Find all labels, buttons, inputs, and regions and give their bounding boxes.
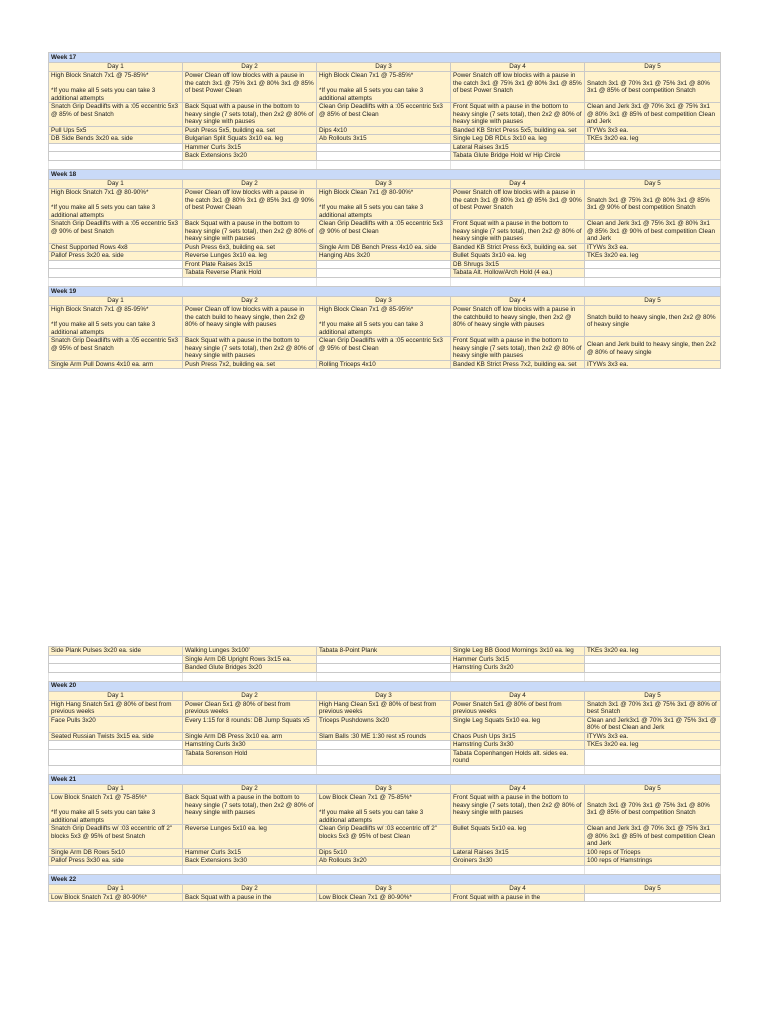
table-cell: Tabata 8-Point Plank: [317, 647, 451, 656]
table-cell: Clean Grip Deadlifts with a :05 eccentric 5x3 @ 95% of best Clean: [317, 337, 451, 361]
spacer-cell: [585, 278, 721, 287]
week-label: Week 17: [49, 53, 721, 63]
table-cell: Seated Russian Twists 3x15 ea. side: [49, 732, 183, 741]
table-cell: Triceps Pushdowns 3x20: [317, 716, 451, 732]
spacer-cell: [317, 278, 451, 287]
table-cell: [317, 269, 451, 278]
table-cell: Power Clean off low blocks with a pause in the catch build to heavy single, then 2x2 @ 80% of heavy single with pauses: [183, 306, 317, 337]
table-cell: TKEs 3x20 ea. leg: [585, 741, 721, 750]
day-header: Day 2: [183, 63, 317, 72]
day-header: Day 4: [451, 180, 585, 189]
table-cell: Face Pulls 3x20: [49, 716, 183, 732]
table-row: [49, 72, 721, 103]
table-cell: Power Clean off low blocks with a pause in the catch 3x1 @ 80% 3x1 @ 85% 3x1 @ 90% of best Power Clean: [183, 189, 317, 220]
table-cell: Clean and Jerk3x1 @ 70% 3x1 @ 75% 3x1 @ 80% of best Clean and Jerk: [585, 716, 721, 732]
table-cell: Snatch Grip Deadlifts w/ :03 eccentric off 2" blocks 5x3 @ 95% of best Snatch: [49, 825, 183, 849]
table-cell: Front Squat with a pause in the bottom to heavy single (7 sets total), then 2x2 @ 80% of heavy single with pauses: [451, 220, 585, 244]
table-cell: [317, 152, 451, 161]
table-cell: Bulgarian Split Squats 3x10 ea. leg: [183, 135, 317, 144]
week-header-row: [49, 775, 721, 785]
table-cell: High Block Snatch 7x1 @ 80-90%* *If you make all 5 sets you can take 3 additional attempts: [49, 189, 183, 220]
week-label: Week 19: [49, 287, 721, 297]
table-cell: Front Squat with a pause in the bottom to heavy single (7 sets total), then 2x2 @ 80% of heavy single with pauses: [451, 103, 585, 127]
table-row: [49, 732, 721, 741]
table-cell: Walking Lunges 3x100': [183, 647, 317, 656]
day-header: Day 5: [585, 884, 721, 893]
table-cell: Snatch 3x1 @ 70% 3x1 @ 75% 3x1 @ 80% 3x1 @ 85% of best competition Snatch: [585, 794, 721, 825]
table-cell: Pallof Press 3x20 ea. side: [49, 252, 183, 261]
table-cell: Push Press 5x5, building ea. set: [183, 126, 317, 135]
table-cell: Dips 5x10: [317, 848, 451, 857]
week-header-row: [49, 170, 721, 180]
table-cell: Hamstring Curls 3x30: [451, 741, 585, 750]
table-row: [49, 269, 721, 278]
spacer-cell: [451, 672, 585, 681]
table-cell: Back Squat with a pause in the bottom to heavy single (7 sets total), then 2x2 @ 80% of heavy single with pauses: [183, 794, 317, 825]
spacer-cell: [49, 865, 183, 874]
spacer-cell: [183, 766, 317, 775]
table-cell: Ab Rollouts 3x20: [317, 857, 451, 866]
table-cell: Power Clean off low blocks with a pause in the catch 3x1 @ 75% 3x1 @ 80% 3x1 @ 85% of best Power Clean: [183, 72, 317, 103]
table-cell: 100 reps of Triceps: [585, 848, 721, 857]
week-header-row: [49, 287, 721, 297]
table-row: [49, 794, 721, 825]
week-label: Week 18: [49, 170, 721, 180]
day-header: Day 3: [317, 180, 451, 189]
table-cell: Hanging Abs 3x20: [317, 252, 451, 261]
spacer-cell: [317, 766, 451, 775]
table-row: [49, 700, 721, 716]
table-cell: Single Leg Squats 5x10 ea. leg: [451, 716, 585, 732]
table-cell: Front Squat with a pause in the bottom to heavy single (7 sets total), then 2x2 @ 80% of heavy single with pauses: [451, 794, 585, 825]
table-cell: TKEs 3x20 ea. leg: [585, 647, 721, 656]
table-cell: Snatch 3x1 @ 75% 3x1 @ 80% 3x1 @ 85% 3x1 @ 90% of best competition Snatch: [585, 189, 721, 220]
table-cell: Clean and Jerk 3x1 @ 75% 3x1 @ 80% 3x1 @ 85% 3x1 @ 90% of best competition Clean and Jerk: [585, 220, 721, 244]
table-cell: High Block Clean 7x1 @ 80-90%* *If you make all 5 sets you can take 3 additional attempts: [317, 189, 451, 220]
table-cell: ITYWs 3x3 ea.: [585, 732, 721, 741]
table-cell: Clean and Jerk 3x1 @ 70% 3x1 @ 75% 3x1 @ 80% 3x1 @ 85% of best competition Clean and Jerk: [585, 103, 721, 127]
table-row: [49, 749, 721, 765]
spacer-cell: [585, 672, 721, 681]
day-header: Day 5: [585, 297, 721, 306]
day-header: Day 5: [585, 63, 721, 72]
table-cell: Clean Grip Deadlifts w/ :03 eccentric off 2" blocks 5x3 @ 95% of best Clean: [317, 825, 451, 849]
table-cell: Single Arm DB Rows 5x10: [49, 848, 183, 857]
spacer-row: [49, 672, 721, 681]
table-cell: Hamstring Curls 3x20: [451, 664, 585, 673]
table-cell: Single Arm DB Upright Rows 3x15 ea.: [183, 655, 317, 664]
table-cell: [49, 741, 183, 750]
table-cell: Every 1:15 for 8 rounds: DB Jump Squats x5: [183, 716, 317, 732]
table-cell: Power Clean 5x1 @ 80% of best from previous weeks: [183, 700, 317, 716]
day-header: Day 1: [49, 180, 183, 189]
table-cell: Banded KB Strict Press 5x5, building ea. set: [451, 126, 585, 135]
table-cell: DB Shrugs 3x15: [451, 260, 585, 269]
day-header: Day 5: [585, 785, 721, 794]
table-cell: [49, 655, 183, 664]
table-cell: Hammer Curls 3x15: [183, 848, 317, 857]
table-cell: Pull Ups 5x5: [49, 126, 183, 135]
day-header: Day 1: [49, 785, 183, 794]
day-header: Day 3: [317, 63, 451, 72]
table-cell: Banded KB Strict Press 7x2, building ea. set: [451, 360, 585, 369]
week-label: Week 22: [49, 874, 721, 884]
spacer-cell: [451, 161, 585, 170]
table-cell: Snatch Grip Deadlifts with a :05 eccentric 5x3 @ 90% of best Snatch: [49, 220, 183, 244]
week-header-row: [49, 874, 721, 884]
spacer-cell: [49, 161, 183, 170]
day-header: Day 3: [317, 297, 451, 306]
table-cell: Chaos Push Ups 3x15: [451, 732, 585, 741]
week-header-row: [49, 53, 721, 63]
spacer-cell: [49, 672, 183, 681]
table-cell: Banded KB Strict Press 6x3, building ea. set: [451, 243, 585, 252]
table-cell: Pallof Press 3x30 ea. side: [49, 857, 183, 866]
day-header: Day 4: [451, 297, 585, 306]
day-header: Day 3: [317, 884, 451, 893]
table-row: [49, 337, 721, 361]
table-row: [49, 126, 721, 135]
table-cell: [49, 749, 183, 765]
table-cell: Groiners 3x30: [451, 857, 585, 866]
table-cell: Power Snatch off low blocks with a pause in the catch 3x1 @ 75% 3x1 @ 80% 3x1 @ 85% of best Power Snatch: [451, 72, 585, 103]
day-header: Day 5: [585, 180, 721, 189]
table-cell: Low Block Clean 7x1 @ 75-85%* *If you make all 5 sets you can take 3 additional attempts: [317, 794, 451, 825]
spacer-cell: [317, 672, 451, 681]
day-header-row: [49, 63, 721, 72]
table-cell: Push Press 7x2, building ea. set: [183, 360, 317, 369]
table-cell: [49, 152, 183, 161]
table-cell: [317, 143, 451, 152]
day-header-row: [49, 884, 721, 893]
table-cell: Lateral Raises 3x15: [451, 848, 585, 857]
table-cell: Snatch Grip Deadlifts with a :05 eccentric 5x3 @ 95% of best Snatch: [49, 337, 183, 361]
table-cell: Snatch Grip Deadlifts with a :05 eccentric 5x3 @ 85% of best Snatch: [49, 103, 183, 127]
table-cell: [585, 749, 721, 765]
table-cell: Power Snatch off low blocks with a pause in the catch 3x1 @ 80% 3x1 @ 85% 3x1 @ 90% of best Power Snatch: [451, 189, 585, 220]
table-row: [49, 848, 721, 857]
table-row: [49, 103, 721, 127]
day-header-row: [49, 297, 721, 306]
table-cell: Bullet Squats 5x10 ea. leg: [451, 825, 585, 849]
spacer-cell: [451, 278, 585, 287]
table-cell: Side Plank Pulses 3x20 ea. side: [49, 647, 183, 656]
table-row: [49, 655, 721, 664]
table-cell: High Block Clean 7x1 @ 85-95%* *If you make all 5 sets you can take 3 additional attempts: [317, 306, 451, 337]
day-header: Day 1: [49, 691, 183, 700]
table-cell: Slam Balls :30 ME 1:30 rest x5 rounds: [317, 732, 451, 741]
spacer-cell: [183, 865, 317, 874]
spacer-cell: [585, 766, 721, 775]
table-cell: Tabata Glute Bridge Hold w/ Hip Circle: [451, 152, 585, 161]
table-cell: ITYWs 3x3 ea.: [585, 243, 721, 252]
table-cell: Bullet Squats 3x10 ea. leg: [451, 252, 585, 261]
spacer-cell: [317, 161, 451, 170]
table-cell: [317, 260, 451, 269]
table-cell: Single Arm DB Bench Press 4x10 ea. side: [317, 243, 451, 252]
spacer-cell: [451, 766, 585, 775]
table-cell: Single Arm DB Press 3x10 ea. arm: [183, 732, 317, 741]
program-table-bottom: [48, 646, 721, 902]
table-cell: Back Squat with a pause in the: [183, 893, 317, 902]
table-cell: High Block Snatch 7x1 @ 85-95%* *If you make all 5 sets you can take 3 additional attempts: [49, 306, 183, 337]
table-row: [49, 741, 721, 750]
table-row: [49, 135, 721, 144]
table-cell: Single Arm Pull Downs 4x10 ea. arm: [49, 360, 183, 369]
table-cell: Hamstring Curls 3x30: [183, 741, 317, 750]
table-row: [49, 716, 721, 732]
table-cell: [49, 260, 183, 269]
table-cell: TKEs 3x20 ea. leg: [585, 135, 721, 144]
table-cell: [585, 664, 721, 673]
table-cell: Tabata Sorenson Hold: [183, 749, 317, 765]
day-header-row: [49, 180, 721, 189]
table-cell: Back Squat with a pause in the bottom to heavy single (7 sets total), then 2x2 @ 80% of heavy single with pauses: [183, 220, 317, 244]
table-cell: Clean Grip Deadlifts with a :05 eccentric 5x3 @ 90% of best Clean: [317, 220, 451, 244]
table-cell: Clean and Jerk 3x1 @ 70% 3x1 @ 75% 3x1 @ 80% 3x1 @ 85% of best competition Clean and Jerk: [585, 825, 721, 849]
spacer-cell: [49, 278, 183, 287]
table-row: [49, 857, 721, 866]
table-cell: Tabata Reverse Plank Hold: [183, 269, 317, 278]
day-header: Day 3: [317, 785, 451, 794]
table-row: [49, 252, 721, 261]
table-cell: [317, 741, 451, 750]
table-cell: Banded Glute Bridges 3x20: [183, 664, 317, 673]
day-header: Day 3: [317, 691, 451, 700]
table-cell: Tabata Copenhangen Holds alt. sides ea. round: [451, 749, 585, 765]
day-header: Day 4: [451, 785, 585, 794]
table-row: [49, 220, 721, 244]
day-header: Day 4: [451, 884, 585, 893]
table-row: [49, 647, 721, 656]
table-cell: [317, 664, 451, 673]
table-row: [49, 152, 721, 161]
table-cell: ITYWs 3x3 ea.: [585, 360, 721, 369]
table-cell: Chest Supported Rows 4x8: [49, 243, 183, 252]
spacer-cell: [585, 161, 721, 170]
table-cell: Single Leg DB RDLs 3x10 ea. leg: [451, 135, 585, 144]
table-cell: TKEs 3x20 ea. leg: [585, 252, 721, 261]
table-cell: Tabata Alt. Hollow/Arch Hold (4 ea.): [451, 269, 585, 278]
table-cell: Rolling Triceps 4x10: [317, 360, 451, 369]
table-cell: High Block Clean 7x1 @ 75-85%* *If you make all 5 sets you can take 3 additional attempts: [317, 72, 451, 103]
table-cell: [585, 260, 721, 269]
table-cell: Hammer Curls 3x15: [451, 655, 585, 664]
table-row: [49, 893, 721, 902]
day-header: Day 1: [49, 63, 183, 72]
table-cell: High Hang Clean 5x1 @ 80% of best from previous weeks: [317, 700, 451, 716]
table-row: [49, 143, 721, 152]
table-cell: [585, 655, 721, 664]
table-cell: [317, 749, 451, 765]
table-row: [49, 664, 721, 673]
day-header: Day 1: [49, 297, 183, 306]
table-cell: DB Side Bends 3x20 ea. side: [49, 135, 183, 144]
day-header: Day 1: [49, 884, 183, 893]
spacer-cell: [585, 865, 721, 874]
spacer-cell: [183, 672, 317, 681]
table-cell: Clean Grip Deadlifts with a :05 eccentric 5x3 @ 85% of best Clean: [317, 103, 451, 127]
spacer-row: [49, 865, 721, 874]
day-header-row: [49, 691, 721, 700]
table-row: [49, 243, 721, 252]
spacer-row: [49, 161, 721, 170]
table-cell: Single Leg BB Good Mornings 3x10 ea. leg: [451, 647, 585, 656]
day-header-row: [49, 785, 721, 794]
table-row: [49, 360, 721, 369]
day-header: Day 4: [451, 63, 585, 72]
table-cell: Back Extensions 3x30: [183, 857, 317, 866]
spacer-row: [49, 766, 721, 775]
day-header: Day 2: [183, 691, 317, 700]
spacer-cell: [317, 865, 451, 874]
table-cell: [585, 152, 721, 161]
table-cell: High Block Snatch 7x1 @ 75-85%* *If you make all 5 sets you can take 3 additional attempts: [49, 72, 183, 103]
table-cell: Reverse Lunges 3x10 ea. leg: [183, 252, 317, 261]
table-cell: Power Snatch off low blocks with a pause in the catchbuild to heavy single, then 2x2 @ 80% of heavy single with pauses: [451, 306, 585, 337]
table-cell: Snatch build to heavy single, then 2x2 @ 80% of heavy single: [585, 306, 721, 337]
program-table-top: [48, 52, 721, 369]
table-cell: Front Squat with a pause in the bottom to heavy single (7 sets total), then 2x2 @ 80% of heavy single with pauses: [451, 337, 585, 361]
week-header-row: [49, 681, 721, 691]
table-cell: Low Block Snatch 7x1 @ 75-85%* *If you make all 5 sets you can take 3 additional attempts: [49, 794, 183, 825]
week-label: Week 20: [49, 681, 721, 691]
table-row: [49, 260, 721, 269]
table-cell: [49, 269, 183, 278]
table-cell: [49, 143, 183, 152]
table-cell: [317, 655, 451, 664]
table-row: [49, 306, 721, 337]
day-header: Day 4: [451, 691, 585, 700]
day-header: Day 2: [183, 785, 317, 794]
table-cell: ITYWs 3x3 ea.: [585, 126, 721, 135]
day-header: Day 2: [183, 297, 317, 306]
table-cell: Snatch 3x1 @ 70% 3x1 @ 75% 3x1 @ 80% 3x1 @ 85% of best competition Snatch: [585, 72, 721, 103]
table-row: [49, 825, 721, 849]
day-header: Day 5: [585, 691, 721, 700]
table-cell: Ab Rollouts 3x15: [317, 135, 451, 144]
table-cell: Back Extensions 3x20: [183, 152, 317, 161]
table-cell: [585, 143, 721, 152]
week-label: Week 21: [49, 775, 721, 785]
table-cell: Snatch 3x1 @ 70% 3x1 @ 75% 3x1 @ 80% of best Snatch: [585, 700, 721, 716]
table-cell: Back Squat with a pause in the bottom to heavy single (7 sets total), then 2x2 @ 80% of heavy single with pauses: [183, 103, 317, 127]
table-cell: Hammer Curls 3x15: [183, 143, 317, 152]
table-cell: Power Snatch 5x1 @ 80% of best from previous weeks: [451, 700, 585, 716]
day-header: Day 2: [183, 180, 317, 189]
spacer-row: [49, 278, 721, 287]
spacer-cell: [451, 865, 585, 874]
table-cell: Clean and Jerk build to heavy single, then 2x2 @ 80% of heavy single: [585, 337, 721, 361]
spacer-cell: [183, 278, 317, 287]
table-cell: Front Squat with a pause in the: [451, 893, 585, 902]
table-cell: [585, 893, 721, 902]
table-row: [49, 189, 721, 220]
table-cell: Back Squat with a pause in the bottom to heavy single (7 sets total), then 2x2 @ 80% of heavy single with pauses: [183, 337, 317, 361]
spacer-cell: [183, 161, 317, 170]
table-cell: Low Block Snatch 7x1 @ 80-90%*: [49, 893, 183, 902]
table-cell: [585, 269, 721, 278]
table-cell: 100 reps of Hamstrings: [585, 857, 721, 866]
table-cell: Lateral Raises 3x15: [451, 143, 585, 152]
table-cell: Reverse Lunges 5x10 ea. leg: [183, 825, 317, 849]
table-cell: Low Block Clean 7x1 @ 80-90%*: [317, 893, 451, 902]
table-cell: [49, 664, 183, 673]
spacer-cell: [49, 766, 183, 775]
table-cell: Push Press 6x3, building ea. set: [183, 243, 317, 252]
table-cell: Front Plate Raises 3x15: [183, 260, 317, 269]
table-cell: High Hang Snatch 5x1 @ 80% of best from previous weeks: [49, 700, 183, 716]
table-cell: Dips 4x10: [317, 126, 451, 135]
day-header: Day 2: [183, 884, 317, 893]
